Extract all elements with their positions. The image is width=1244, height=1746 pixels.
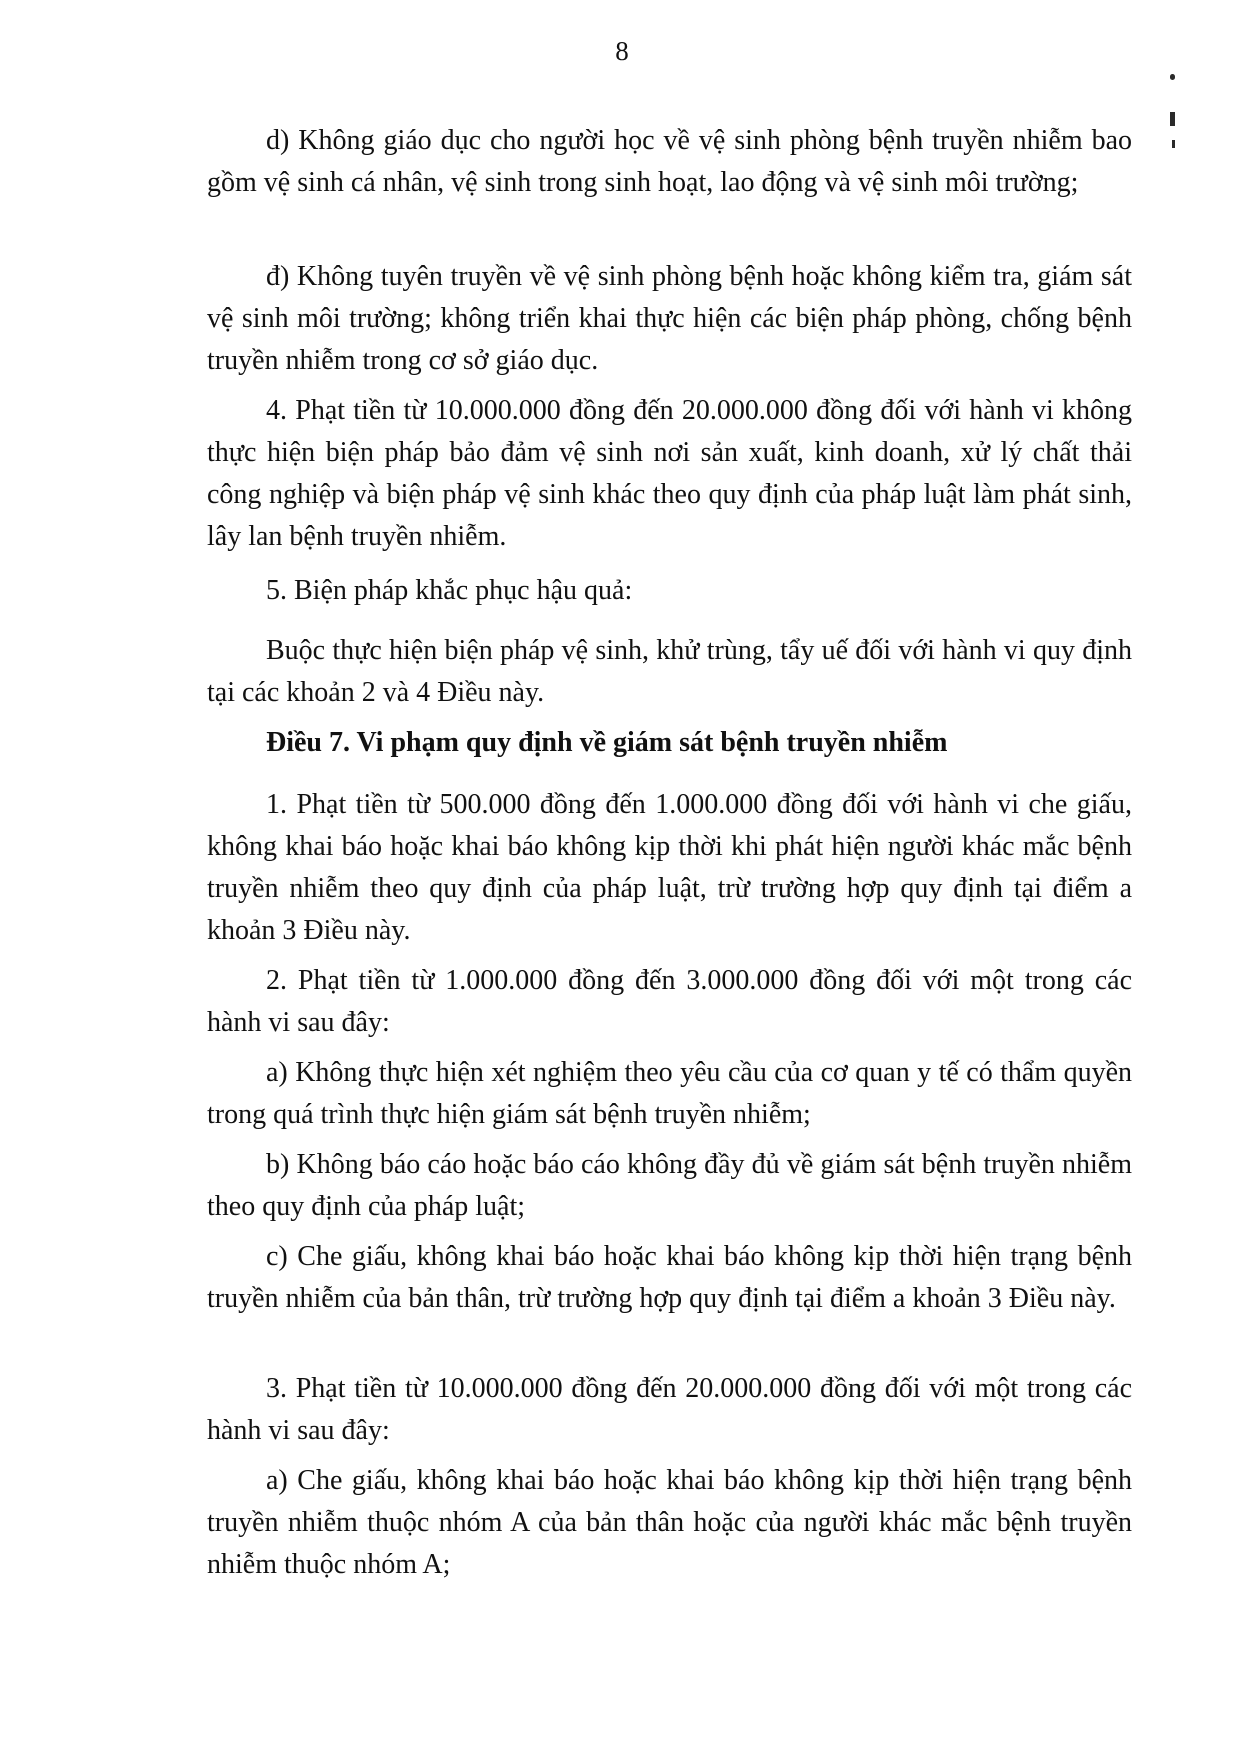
page-number: 8	[615, 36, 629, 66]
clause-2-point-a: a) Không thực hiện xét nghiệm theo yêu cầu của cơ quan y tế có thẩm quyền trong quá trình thực hiện giám sát bệnh truyền nhiễm;	[207, 1057, 1132, 1130]
article-7-heading: Điều 7. Vi phạm quy định về giám sát bệnh truyền nhiễm	[266, 727, 948, 758]
scan-mark	[1170, 74, 1175, 80]
article-7-clause-1: 1. Phạt tiền từ 500.000 đồng đến 1.000.000 đồng đối với hành vi che giấu, không khai báo hoặc khai báo không kịp thời khi phát hiện người khác mắc bệnh truyền nhiễm theo quy định của pháp luật, trừ trường hợp quy định tại điểm a khoản 3 Điều này.	[207, 789, 1132, 946]
clause-3-point-a: a) Che giấu, không khai báo hoặc khai báo không kịp thời hiện trạng bệnh truyền nhiễm thuộc nhóm A của bản thân hoặc của người khác mắc bệnh truyền nhiễm thuộc nhóm A;	[207, 1465, 1132, 1580]
clause-5: 5. Biện pháp khắc phục hậu quả:	[266, 575, 633, 606]
remedy-paragraph: Buộc thực hiện biện pháp vệ sinh, khử trùng, tẩy uế đối với hành vi quy định tại các khoản 2 và 4 Điều này.	[207, 635, 1132, 708]
scan-mark	[1172, 140, 1175, 148]
article-7-clause-2: 2. Phạt tiền từ 1.000.000 đồng đến 3.000.000 đồng đối với một trong các hành vi sau đây:	[207, 965, 1132, 1038]
clause-2-point-b: b) Không báo cáo hoặc báo cáo không đầy đủ về giám sát bệnh truyền nhiễm theo quy định của pháp luật;	[207, 1149, 1132, 1222]
paragraph-d: d) Không giáo dục cho người học về vệ sinh phòng bệnh truyền nhiễm bao gồm vệ sinh cá nhân, vệ sinh trong sinh hoạt, lao động và vệ sinh môi trường;	[207, 125, 1132, 198]
paragraph-dd: đ) Không tuyên truyền về vệ sinh phòng bệnh hoặc không kiểm tra, giám sát vệ sinh môi trường; không triển khai thực hiện các biện pháp phòng, chống bệnh truyền nhiễm trong cơ sở giáo dục.	[207, 261, 1132, 376]
scan-mark	[1170, 112, 1175, 126]
clause-4: 4. Phạt tiền từ 10.000.000 đồng đến 20.000.000 đồng đối với hành vi không thực hiện biện pháp bảo đảm vệ sinh nơi sản xuất, kinh doanh, xử lý chất thải công nghiệp và biện pháp vệ sinh khác theo quy định của pháp luật làm phát sinh, lây lan bệnh truyền nhiễm.	[207, 395, 1132, 552]
clause-2-point-c: c) Che giấu, không khai báo hoặc khai báo không kịp thời hiện trạng bệnh truyền nhiễm của bản thân, trừ trường hợp quy định tại điểm a khoản 3 Điều này.	[207, 1241, 1132, 1314]
article-7-clause-3: 3. Phạt tiền từ 10.000.000 đồng đến 20.000.000 đồng đối với một trong các hành vi sau đây:	[207, 1373, 1132, 1446]
